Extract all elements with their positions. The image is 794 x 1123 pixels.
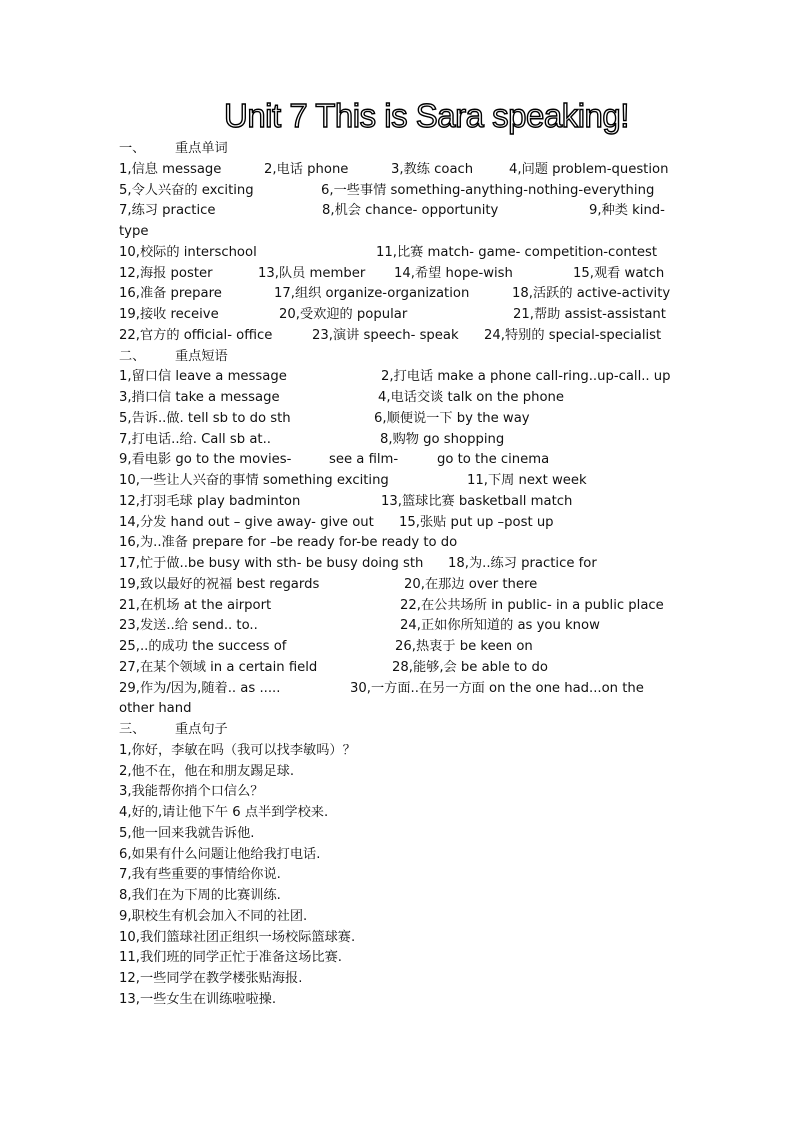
phrase-row: [119, 637, 679, 658]
phrase-row: [119, 679, 679, 700]
phrase-item: 29,作为/因为,随着.. as .....: [119, 680, 281, 696]
phrase-row: [119, 596, 679, 617]
vocab-row: [119, 243, 679, 264]
vocab-item: 22,官方的 official- office: [119, 327, 273, 343]
sentence-item: 6,如果有什么问题让他给我打电话.: [119, 846, 321, 862]
vocab-row: [119, 181, 679, 202]
phrase-row: [119, 409, 679, 430]
vocab-row: [119, 222, 679, 243]
phrase-row: [119, 658, 679, 679]
phrase-row: [119, 430, 679, 451]
phrase-row: [119, 575, 679, 596]
vocab-item: 16,准备 prepare: [119, 286, 222, 302]
phrase-item: 8,购物 go shopping: [380, 431, 505, 447]
section-number: 二、: [119, 348, 146, 364]
vocab-row: [119, 160, 679, 181]
phrase-item: 21,在机场 at the airport: [119, 597, 272, 613]
phrase-item: 22,在公共场所 in public- in a public place: [400, 597, 664, 613]
phrase-item: 14,分发 hand out – give away- give out: [119, 514, 374, 530]
phrase-row: [119, 367, 679, 388]
sentence-item: 8,我们在为下周的比赛训练.: [119, 888, 281, 903]
vocab-item: 1,信息 message: [119, 161, 222, 177]
phrase-row: [119, 554, 679, 575]
phrase-item: 7,打电话..给. Call sb at..: [119, 431, 271, 447]
phrase-item: 20,在那边 over there: [404, 576, 538, 592]
phrase-item: 5,告诉..做. tell sb to do sth: [119, 410, 291, 426]
vocab-item: 9,种类 kind-: [589, 203, 665, 219]
phrase-row: [119, 616, 679, 637]
vocab-item: 11,比赛 match- game- competition-contest: [376, 244, 658, 260]
phrase-item: 28,能够,会 be able to do: [392, 659, 548, 675]
document-body: [119, 139, 679, 1011]
phrase-item: go to the cinema: [437, 452, 550, 468]
phrase-item: 18,为..练习 practice for: [448, 556, 597, 571]
sentence-item: 5,他一回来我就告诉他.: [119, 825, 255, 841]
sentence-item: 12,一些同学在教学楼张贴海报.: [119, 971, 303, 986]
phrase-item: 27,在某个领域 in a certain field: [119, 659, 318, 675]
vocab-item: 19,接收 receive: [119, 307, 219, 322]
vocab-item: 17,组织 organize-organization: [274, 286, 470, 302]
vocab-item: 8,机会 chance- opportunity: [322, 203, 499, 219]
phrase-item: 19,致以最好的祝福 best regards: [119, 576, 320, 592]
phrase-item: 6,顺便说一下 by the way: [374, 410, 530, 426]
section-title: 重点句子: [175, 722, 228, 737]
vocab-row: [119, 201, 679, 222]
vocab-item: 14,希望 hope-wish: [394, 265, 513, 281]
vocab-row: [119, 305, 679, 326]
vocab-item: 20,受欢迎的 popular: [279, 307, 408, 322]
section-number: 三、: [119, 722, 146, 737]
phrase-item: 30,一方面..在另一方面 on the one had...on the: [350, 680, 644, 696]
phrase-item: 1,留口信 leave a message: [119, 369, 287, 385]
phrase-row: [119, 450, 679, 471]
phrase-row: [119, 471, 679, 492]
vocab-item: type: [119, 224, 149, 239]
phrase-item: 4,电话交谈 talk on the phone: [378, 390, 564, 405]
phrase-item: 10,一些让人兴奋的事情 something exciting: [119, 473, 389, 488]
sentence-item: 9,职校生有机会加入不同的社团.: [119, 908, 308, 924]
section-number: 一、: [119, 141, 146, 156]
phrase-row: [119, 513, 679, 534]
section-heading: [119, 720, 679, 741]
phrase-item: 12,打羽毛球 play badminton: [119, 493, 301, 509]
vocab-row: [119, 326, 679, 347]
phrase-item: 2,打电话 make a phone call-ring..up-call.. up: [381, 369, 671, 385]
sentence-item: 10,我们篮球社团正组织一场校际篮球赛.: [119, 929, 356, 945]
phrase-item: 26,热衷于 be keen on: [395, 639, 533, 654]
sentence-item: 1,你好，李敏在吗（我可以找李敏吗）？: [119, 742, 356, 758]
sentence-item: 3,我能帮你捎个口信么？: [119, 784, 264, 800]
phrase-row: [119, 388, 679, 409]
vocab-item: 10,校际的 interschool: [119, 244, 257, 260]
section-title: 重点短语: [175, 348, 228, 364]
vocab-item: 13,队员 member: [258, 265, 366, 281]
vocab-item: 23,演讲 speech- speak: [312, 327, 459, 343]
vocab-item: 15,观看 watch: [573, 265, 665, 281]
phrase-item: 9,看电影 go to the movies-: [119, 452, 292, 468]
phrase-item: see a film-: [329, 452, 399, 468]
vocab-item: 12,海报 poster: [119, 265, 213, 281]
section-title: 重点单词: [175, 141, 228, 156]
vocab-row: [119, 264, 679, 285]
phrase-item: 17,忙于做..be busy with sth- be busy doing sth: [119, 556, 424, 571]
vocab-item: 4,问题 problem-question: [509, 161, 669, 177]
phrase-row: [119, 533, 679, 554]
vocab-item: 7,练习 practice: [119, 203, 216, 219]
sentence-item: 13,一些女生在训练啦啦操.: [119, 991, 277, 1007]
phrase-item: 24,正如你所知道的 as you know: [400, 618, 600, 634]
vocab-item: 5,令人兴奋的 exciting: [119, 182, 254, 198]
vocab-item: 2,电话 phone: [264, 161, 349, 177]
phrase-item: 16,为..准备 prepare for –be ready for-be ready to do: [119, 535, 458, 551]
vocab-item: 21,帮助 assist-assistant: [513, 307, 666, 322]
vocab-item: 6,一些事情 something-anything-nothing-everything: [321, 182, 655, 198]
sentence-item: 4,好的,请让他下午 6 点半到学校来.: [119, 805, 329, 820]
phrase-row: [119, 492, 679, 513]
vocab-row: [119, 284, 679, 305]
section-heading: [119, 347, 679, 368]
sentence-item: 7,我有些重要的事情给你说.: [119, 867, 281, 883]
sentence-item: 2,他不在，他在和朋友踢足球.: [119, 763, 295, 779]
phrase-item: 13,篮球比赛 basketball match: [381, 493, 573, 509]
phrase-item: 3,捎口信 take a message: [119, 390, 280, 405]
vocab-item: 24,特别的 special-specialist: [484, 327, 662, 343]
phrase-item: 23,发送..给 send.. to..: [119, 618, 258, 634]
phrase-item: 25,..的成功 the success of: [119, 639, 287, 654]
vocab-item: 3,教练 coach: [391, 161, 474, 177]
document-title: Unit 7 This is Sara speaking!: [224, 97, 629, 134]
phrase-item: other hand: [119, 701, 192, 717]
vocab-item: 18,活跃的 active-activity: [512, 286, 671, 302]
section-heading: [119, 139, 679, 160]
phrase-row: [119, 699, 679, 720]
sentence-item: 11,我们班的同学正忙于准备这场比赛.: [119, 950, 342, 966]
phrase-item: 15,张贴 put up –post up: [399, 514, 554, 530]
phrase-item: 11,下周 next week: [467, 473, 587, 488]
